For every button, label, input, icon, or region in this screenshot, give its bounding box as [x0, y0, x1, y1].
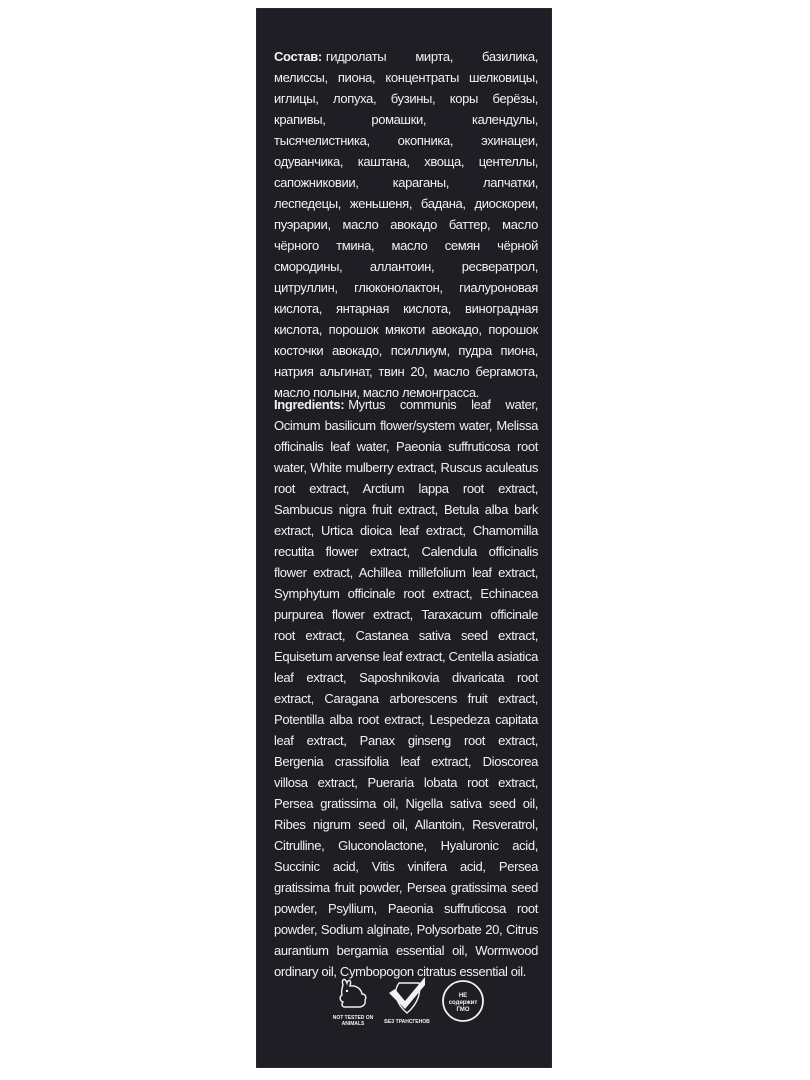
- composition-ru: [274, 46, 538, 403]
- no-transgenes-badge: [382, 975, 432, 1025]
- no-gmo-badge: [438, 975, 488, 1023]
- ingredients-label: Ingredients:: [274, 397, 345, 412]
- certification-badges: [330, 975, 490, 1047]
- composition-label: Состав:: [274, 49, 322, 64]
- composition-text: гидролаты мирта, базилика, мелиссы, пиона, концентраты шелковицы, иглицы, лопуха, бузины, коры берёзы, крапивы, ромашки, календулы, тысячелистника, окопника, эхинацеи, одуванчика, каштана, хвоща, центеллы, сапожниковии, караганы, лапчатки, леспедецы, женьшеня, бадана, диоскореи, пуэрарии, масло авокадо баттер, масло чёрного тмина, масло семян чёрной смородины, аллантоин, ресвератрол, цитруллин, глюконолактон, гиалуроновая кислота, янтарная кислота, виноградная кислота, порошок мякоти авокадо, порошок косточки авокадо, псиллиум, пудра пиона, натрия альгинат, твин 20, масло бергамота, масло полыни, масло лемонграсса.: [274, 49, 538, 400]
- ingredients-en: [274, 394, 538, 982]
- no-gmo-text: [441, 993, 485, 1014]
- not-tested-caption: NOT TESTED ON ANIMALS: [332, 1015, 374, 1027]
- no-gmo-circle: [441, 979, 485, 1023]
- ingredients-text: Myrtus communis leaf water, Ocimum basilicum flower/system water, Melissa officinalis leaf water, Paeonia suffruticosa root water, White mulberry extract, Ruscus aculeatus root extract, Arctium lappa root extract, Sambucus nigra fruit extract, Betula alba bark extract, Urtica dioica leaf extract, Chamomilla recutita flower extract, Calendula officinalis flower extract, Achillea millefolium leaf extract, Symphytum officinale root extract, Echinacea purpurea flower extract, Taraxacum officinale root extract, Castanea sativa seed extract, Equisetum arvense leaf extract, Centella asiatica leaf extract, Saposhnikovia divaricata root extract, Caragana arborescens fruit extract, Potentilla alba root extract, Lespedeza capitata leaf extract, Panax ginseng root extract, Bergenia crassifolia leaf extract, Dioscorea villosa extract, Pueraria lobata root extract, Persea gratissima oil, Nigella sativa seed oil, Ribes nigrum seed oil, Allantoin, Resveratrol, Citrulline, Gluconolactone, Hyaluronic acid, Succinic acid, Vitis vinifera acid, Persea gratissima fruit powder, Persea gratissima seed powder, Psyllium, Paeonia suffruticosa root powder, Sodium alginate, Polysorbate 20, Citrus aurantium bergamia essential oil, Wormwood ordinary oil, Cymbopogon citratus essential oil.: [274, 397, 538, 979]
- rabbit-icon: [333, 975, 373, 1015]
- not-tested-badge: [330, 975, 376, 1027]
- no-gmo-line2: содержит: [448, 1000, 478, 1006]
- no-gmo-line1: НЕ: [458, 993, 468, 999]
- no-gmo-line3: ГМО: [456, 1007, 470, 1013]
- no-transgenes-caption: БЕЗ ТРАНСГЕНОВ: [384, 1019, 430, 1025]
- leaf-check-icon: [385, 975, 429, 1019]
